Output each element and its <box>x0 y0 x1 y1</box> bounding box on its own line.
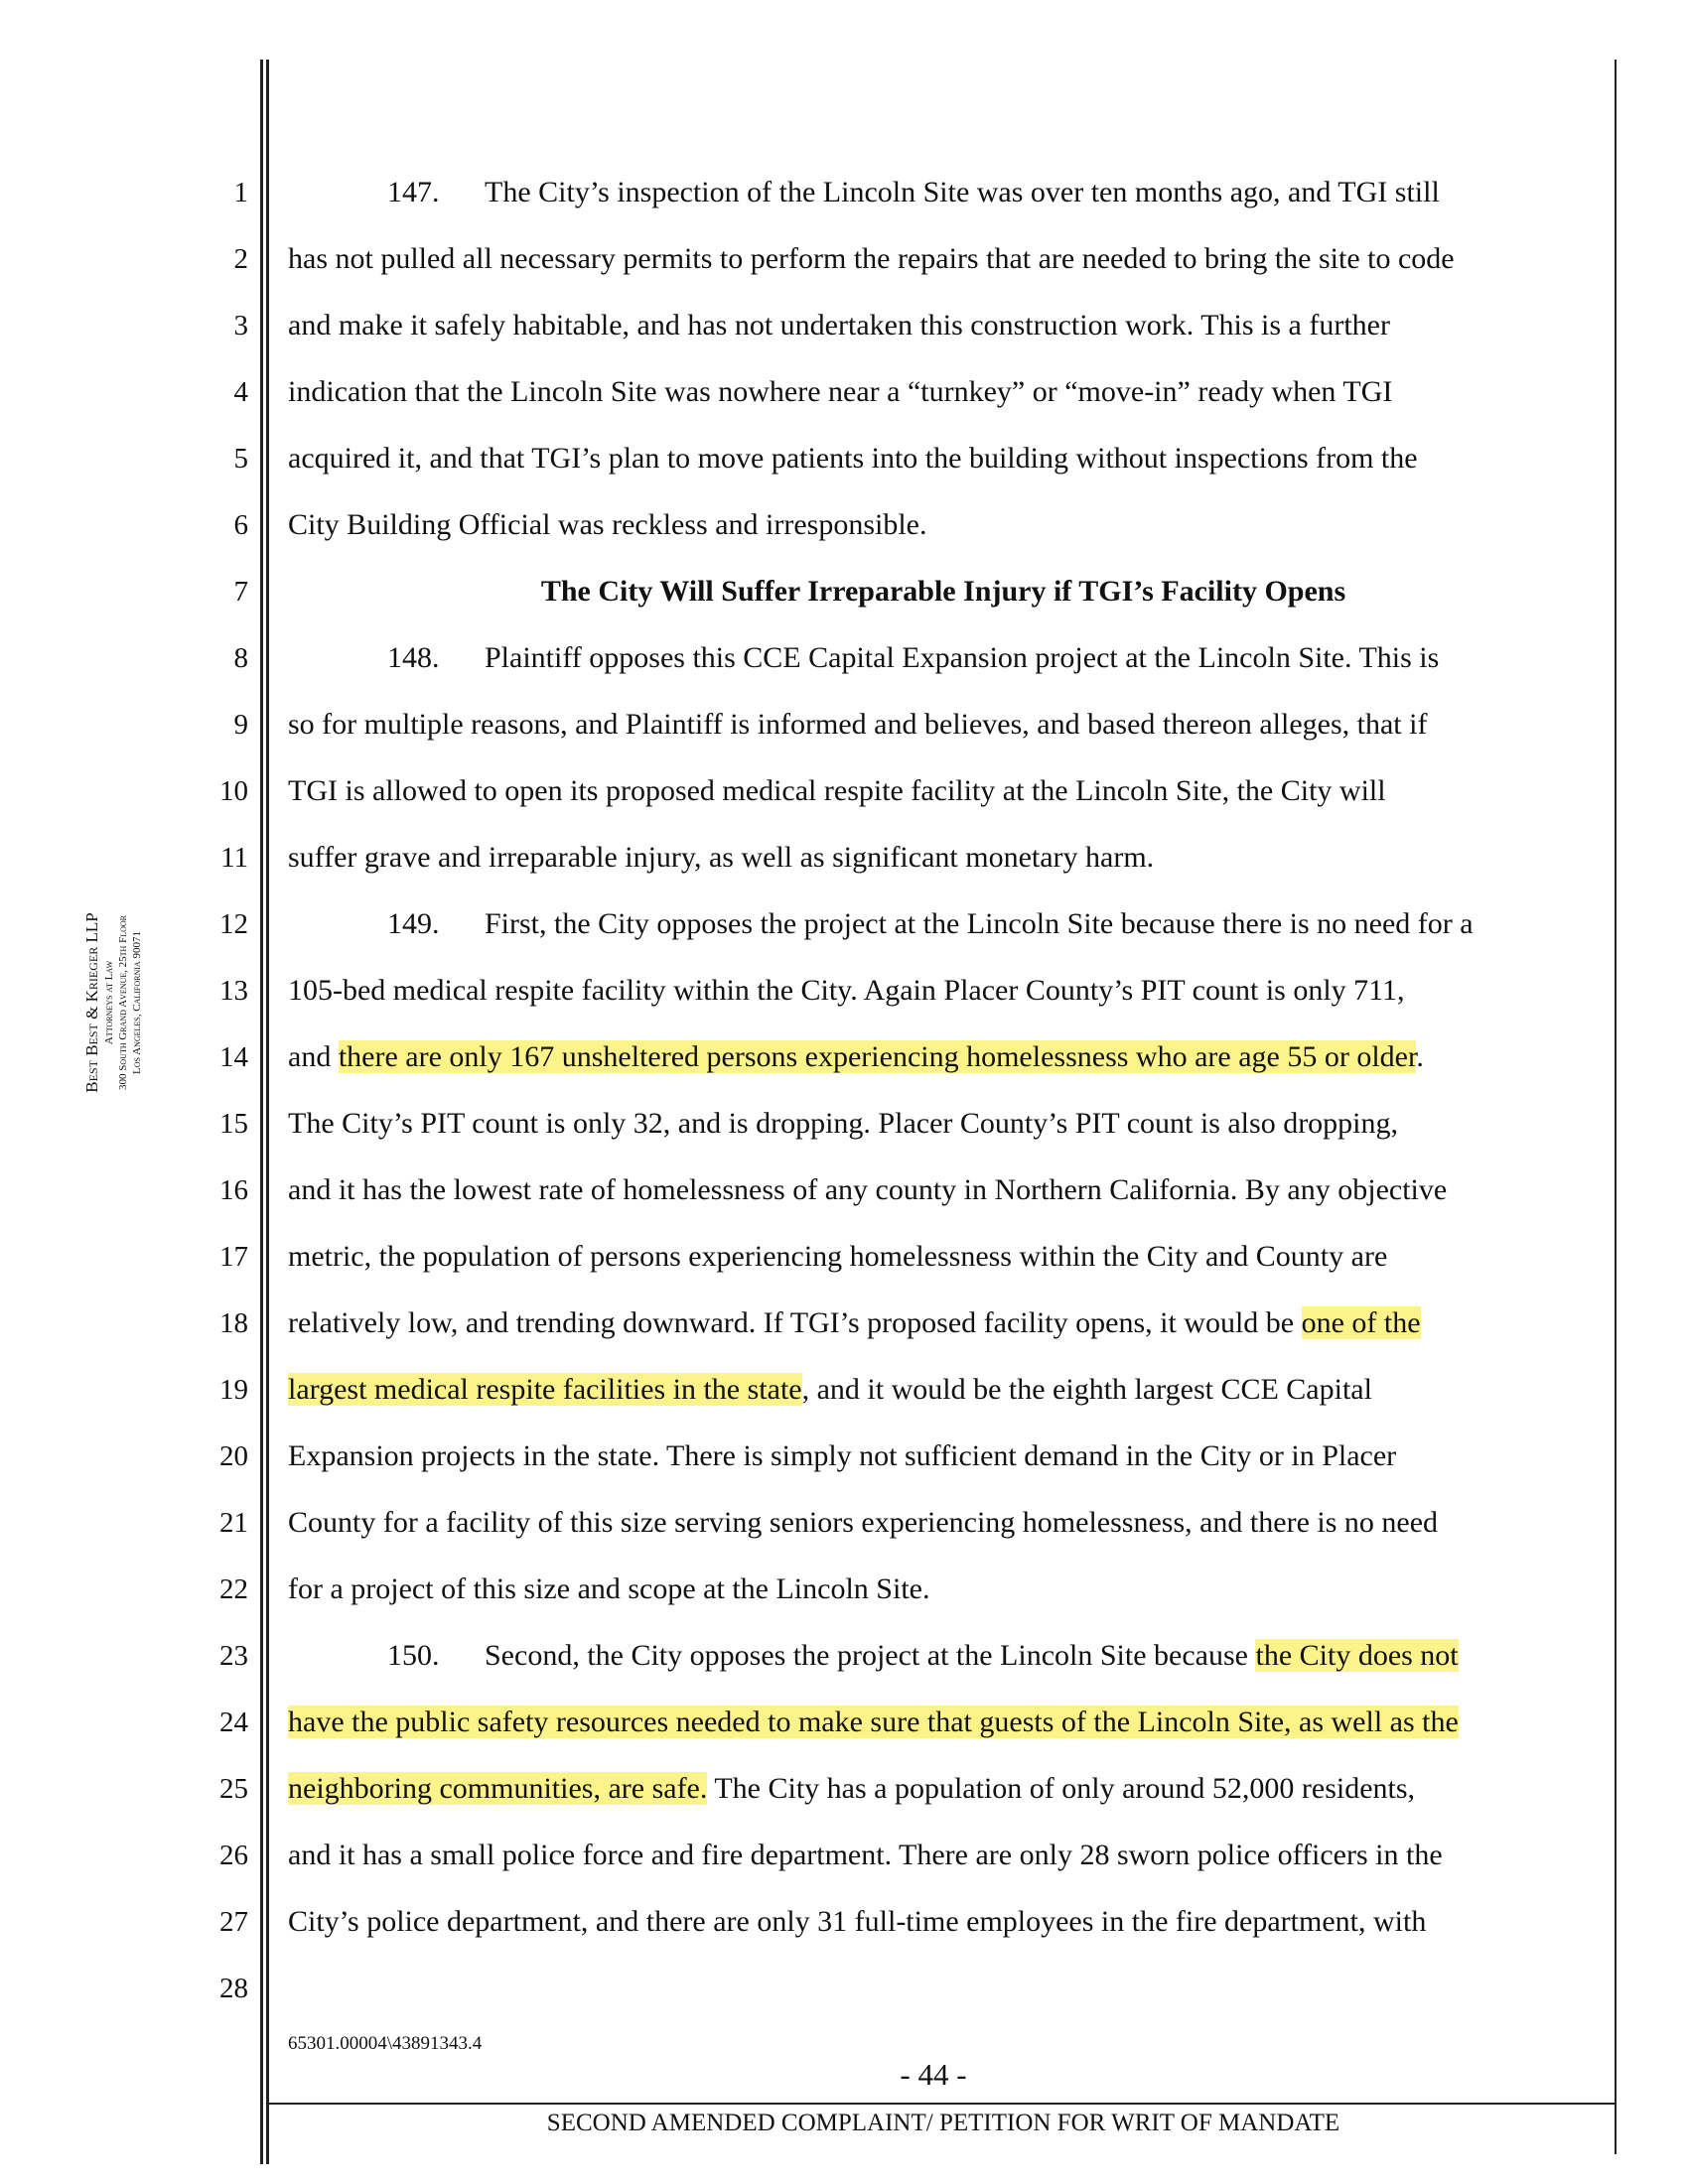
line-number: 26 <box>219 1840 248 1871</box>
paragraph-number: 149. <box>387 907 440 940</box>
body-line: and it has the lowest rate of homelessness of any county in Northern California. By any objective <box>288 1173 1448 1206</box>
text: and <box>288 1040 339 1073</box>
text: First, the City opposes the project at the Lincoln Site because there is no need for a <box>485 907 1474 940</box>
highlighted-text: have the public safety resources needed to make sure that guests of the Lincoln Site, as well as the <box>288 1706 1459 1738</box>
highlighted-text: largest medical respite facilities in the state <box>288 1373 802 1406</box>
body-line: metric, the population of persons experiencing homelessness within the City and County are <box>288 1240 1388 1273</box>
body-line: acquired it, and that TGI’s plan to move patients into the building without inspections from the <box>288 442 1418 475</box>
line-number: 8 <box>233 642 248 674</box>
footer-rule <box>266 2103 1617 2105</box>
line-number: 11 <box>220 842 248 874</box>
line-number: 23 <box>219 1640 248 1672</box>
left-margin-rule-inner <box>266 60 269 2164</box>
paragraph-number: 148. <box>387 641 440 674</box>
document-id: 65301.00004\43891343.4 <box>288 2033 483 2054</box>
firm-sidebar <box>82 912 144 1092</box>
line-number: 14 <box>219 1041 248 1073</box>
line-number: 25 <box>219 1773 248 1805</box>
body-line: County for a facility of this size serving seniors experiencing homelessness, and there is no need <box>288 1506 1439 1539</box>
text: Second, the City opposes the project at the Lincoln Site because <box>485 1639 1256 1672</box>
body-line: so for multiple reasons, and Plaintiff is informed and believes, and based thereon alleges, that if <box>288 708 1428 741</box>
line-number: 12 <box>219 908 248 940</box>
body-line: The City’s PIT count is only 32, and is dropping. Placer County’s PIT count is also dropping, <box>288 1107 1399 1140</box>
firm-line: 300 South Grand Avenue, 25th Floor <box>117 915 129 1090</box>
text: Plaintiff opposes this CCE Capital Expansion project at the Lincoln Site. This is <box>485 641 1440 674</box>
paragraph-number: 150. <box>387 1639 440 1672</box>
body-line: has not pulled all necessary permits to perform the repairs that are needed to bring the site to code <box>288 242 1455 275</box>
body-line <box>288 1706 1599 1739</box>
line-number: 15 <box>219 1108 248 1140</box>
line-number: 9 <box>233 709 248 741</box>
line-number: 19 <box>219 1374 248 1406</box>
highlighted-text: neighboring communities, are safe. <box>288 1772 708 1805</box>
line-number: 17 <box>219 1241 248 1273</box>
line-number: 18 <box>219 1307 248 1339</box>
firm-line: Attorneys at Law <box>103 960 115 1045</box>
firm-line: Los Angeles, California 90071 <box>131 931 143 1074</box>
line-number: 1 <box>233 177 248 208</box>
line-number: 2 <box>233 243 248 275</box>
line-number: 6 <box>233 509 248 541</box>
text: relatively low, and trending downward. If TGI’s proposed facility opens, it would be <box>288 1306 1302 1339</box>
line-number: 5 <box>233 443 248 475</box>
body-line <box>288 1772 1599 1806</box>
body-line: Expansion projects in the state. There is simply not sufficient demand in the City or in Placer <box>288 1439 1397 1472</box>
body-line: and make it safely habitable, and has not undertaken this construction work. This is a further <box>288 309 1390 341</box>
line-number: 20 <box>219 1440 248 1472</box>
line-number: 10 <box>219 775 248 807</box>
firm-name: Best Best & Krieger LLP <box>82 912 101 1093</box>
highlighted-text: there are only 167 unsheltered persons experiencing homelessness who are age 55 or older <box>338 1040 1417 1073</box>
line-number: 21 <box>219 1507 248 1539</box>
body-line: and it has a small police force and fire department. There are only 28 sworn police officers in the <box>288 1839 1443 1871</box>
right-margin-rule <box>1615 60 1617 2154</box>
footer-title: SECOND AMENDED COMPLAINT/ PETITION FOR WRIT OF MANDATE <box>546 2110 1340 2136</box>
body-line: City’s police department, and there are only 31 full-time employees in the fire department, with <box>288 1905 1427 1938</box>
line-number: 22 <box>219 1573 248 1605</box>
paragraph-150-first-line <box>387 1639 1599 1673</box>
body-line <box>288 1040 1599 1074</box>
paragraph-number: 147. <box>387 176 440 208</box>
body-line <box>288 1373 1599 1407</box>
body-line <box>288 1306 1599 1340</box>
paragraph-149-first-line <box>387 907 1599 941</box>
line-number: 4 <box>233 376 248 408</box>
line-number: 27 <box>219 1906 248 1938</box>
body-line: indication that the Lincoln Site was nowhere near a “turnkey” or “move-in” ready when TGI <box>288 375 1393 408</box>
body-line: 105-bed medical respite facility within the City. Again Placer County’s PIT count is only 711, <box>288 974 1405 1007</box>
line-number: 28 <box>219 1973 248 2004</box>
text: . <box>1416 1040 1424 1073</box>
text: The City has a population of only around 52,000 residents, <box>707 1772 1416 1805</box>
line-number: 24 <box>219 1706 248 1738</box>
paragraph-148-first-line <box>387 641 1599 675</box>
line-number: 13 <box>219 975 248 1007</box>
highlighted-text: one of the <box>1301 1306 1421 1339</box>
body-line: TGI is allowed to open its proposed medical respite facility at the Lincoln Site, the City will <box>288 774 1386 807</box>
line-number: 7 <box>233 576 248 608</box>
section-heading: The City Will Suffer Irreparable Injury if TGI’s Facility Opens <box>540 575 1346 608</box>
highlighted-text: the City does not <box>1255 1639 1459 1672</box>
paragraph-147-first-line <box>387 176 1599 209</box>
line-number: 16 <box>219 1174 248 1206</box>
text: , and it would be the eighth largest CCE Capital <box>801 1373 1372 1406</box>
body-line: for a project of this size and scope at the Lincoln Site. <box>288 1572 930 1605</box>
left-margin-rule-outer <box>260 60 263 2164</box>
line-number: 3 <box>233 310 248 341</box>
page-number: - 44 - <box>900 2057 967 2092</box>
body-line: suffer grave and irreparable injury, as well as significant monetary harm. <box>288 841 1155 874</box>
body-line: City Building Official was reckless and irresponsible. <box>288 508 927 541</box>
text: The City’s inspection of the Lincoln Site was over ten months ago, and TGI still <box>485 176 1440 208</box>
